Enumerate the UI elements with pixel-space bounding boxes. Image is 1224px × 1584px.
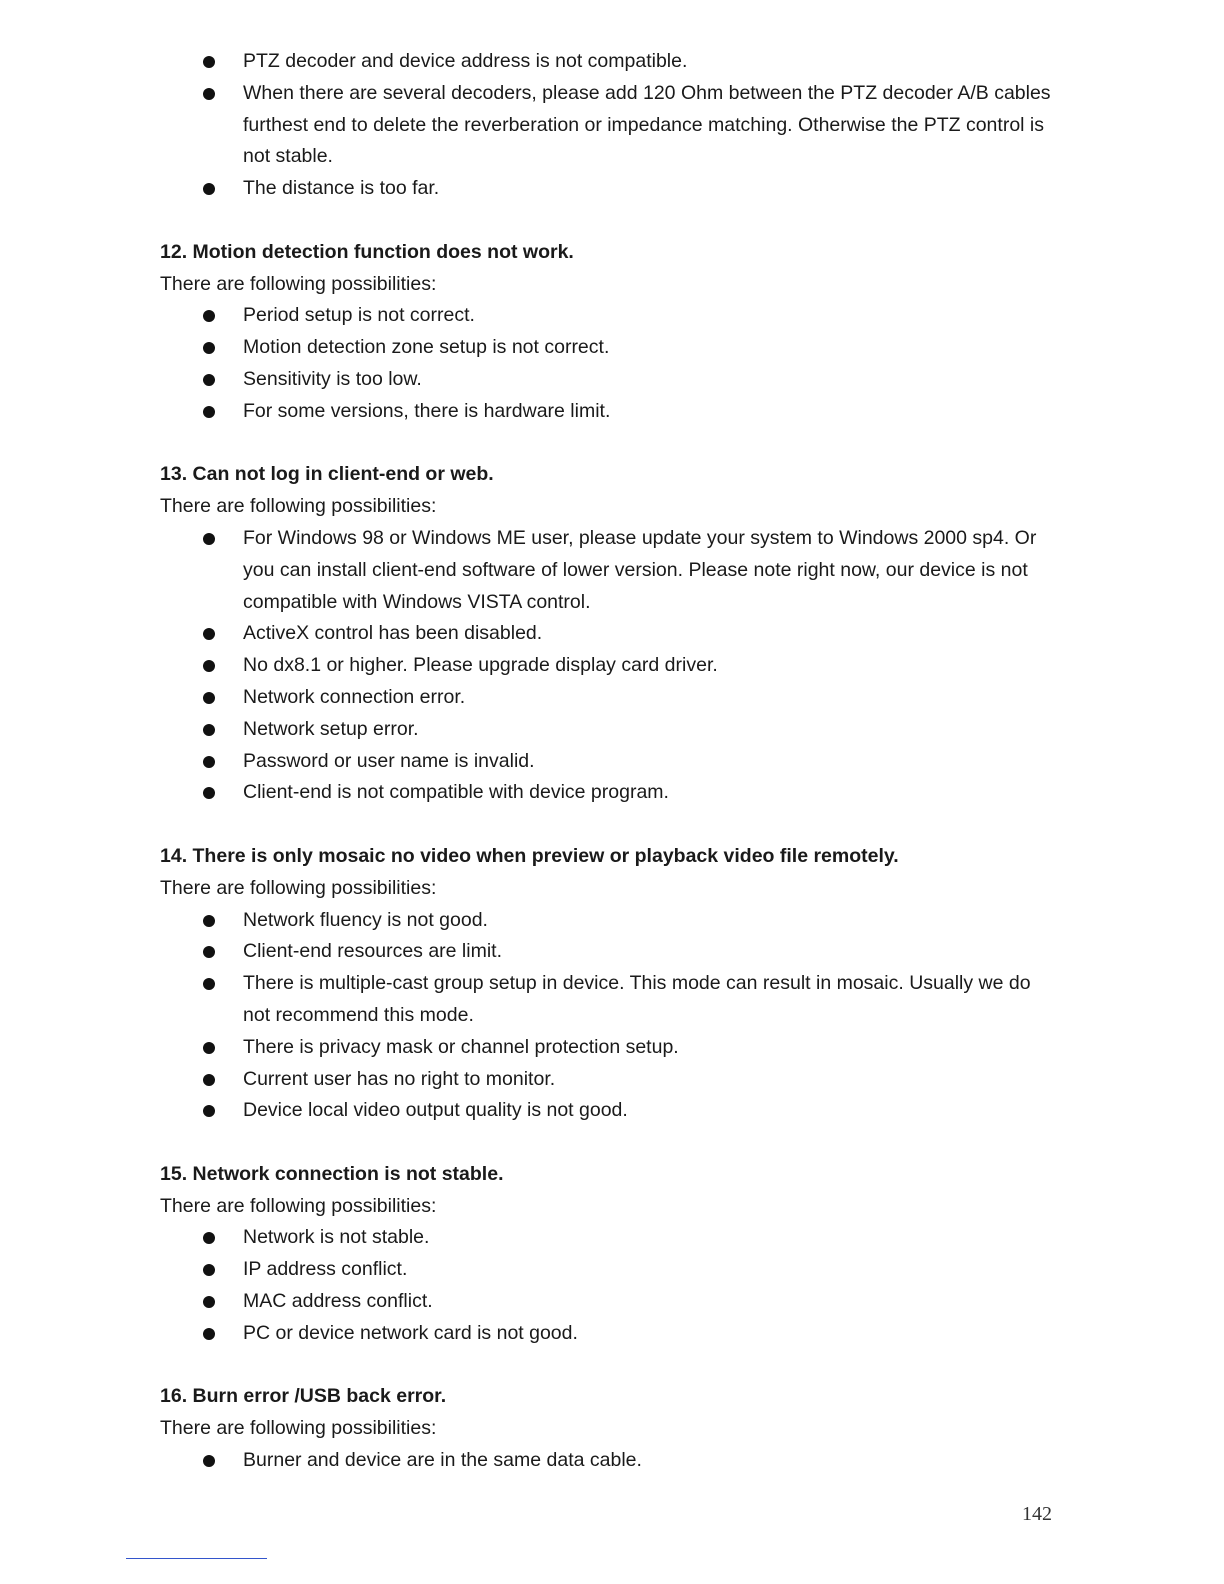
section-intro: There are following possibilities: xyxy=(160,1194,437,1217)
bullet-text: Sensitivity is too low. xyxy=(243,367,422,390)
bullet-text: Current user has no right to monitor. xyxy=(243,1067,556,1090)
bullet-item xyxy=(160,396,1060,428)
bullet-item xyxy=(160,300,1060,332)
bullet-item xyxy=(160,1445,1060,1477)
bullet-text: Period setup is not correct. xyxy=(243,304,475,327)
bullet-item xyxy=(160,1032,1060,1064)
top-bullet-list xyxy=(160,46,1060,205)
bullet-text: For some versions, there is hardware limit. xyxy=(243,399,611,422)
section-bullet-list xyxy=(160,1222,1060,1349)
section-bullet-list xyxy=(160,1445,1060,1477)
bullet-text: For Windows 98 or Windows ME user, please update your system to Windows 2000 sp4. Or you can install client-end software of lower version. Please note right now, our device is not compatible with Windows VISTA control. xyxy=(243,526,1037,613)
bullet-dot-icon xyxy=(203,946,215,958)
bullet-dot-icon xyxy=(203,1105,215,1117)
page-content xyxy=(160,46,1060,1477)
bullet-item xyxy=(160,936,1060,968)
bullet-dot-icon xyxy=(203,1455,215,1467)
bullet-text: IP address conflict. xyxy=(243,1258,408,1281)
section-heading: 12. Motion detection function does not work. xyxy=(160,240,574,263)
section-bullet-list xyxy=(160,523,1060,809)
bullet-item xyxy=(160,777,1060,809)
bullet-dot-icon xyxy=(203,756,215,768)
section-heading: 14. There is only mosaic no video when preview or playback video file remotely. xyxy=(160,844,899,867)
bullet-dot-icon xyxy=(203,183,215,195)
section-heading: 13. Can not log in client-end or web. xyxy=(160,463,494,486)
bullet-dot-icon xyxy=(203,692,215,704)
bullet-dot-icon xyxy=(203,342,215,354)
bullet-text: Password or user name is invalid. xyxy=(243,749,535,772)
bullet-text: Client-end is not compatible with device program. xyxy=(243,781,669,804)
bullet-text: When there are several decoders, please add 120 Ohm between the PTZ decoder A/B cables furthest end to delete the reverberation or impedance matching. Otherwise the PTZ control is not stable. xyxy=(243,81,1051,168)
bullet-dot-icon xyxy=(203,1296,215,1308)
bullet-text: Motion detection zone setup is not correct. xyxy=(243,336,610,359)
bullet-dot-icon xyxy=(203,1042,215,1054)
bullet-dot-icon xyxy=(203,56,215,68)
bullet-item xyxy=(160,746,1060,778)
bullet-dot-icon xyxy=(203,1328,215,1340)
bullet-item xyxy=(160,714,1060,746)
bullet-text: ActiveX control has been disabled. xyxy=(243,622,543,645)
bullet-text: Client-end resources are limit. xyxy=(243,940,503,963)
bullet-text: There is privacy mask or channel protection setup. xyxy=(243,1035,679,1058)
bullet-dot-icon xyxy=(203,374,215,386)
bullet-item xyxy=(160,968,1060,1032)
section-bullet-list xyxy=(160,300,1060,427)
bullet-text: Burner and device are in the same data cable. xyxy=(243,1449,642,1472)
bullet-text: Network is not stable. xyxy=(243,1226,430,1249)
bullet-text: Device local video output quality is not good. xyxy=(243,1099,628,1122)
bullet-dot-icon xyxy=(203,978,215,990)
bullet-text: PTZ decoder and device address is not compatible. xyxy=(243,50,688,72)
bullet-item xyxy=(160,1095,1060,1127)
bullet-item xyxy=(160,173,1060,205)
bullet-text: No dx8.1 or higher. Please upgrade display card driver. xyxy=(243,654,718,677)
bullet-item xyxy=(160,1222,1060,1254)
bullet-dot-icon xyxy=(203,88,215,100)
bullet-item xyxy=(160,523,1060,618)
bullet-dot-icon xyxy=(203,406,215,418)
bullet-text: Network fluency is not good. xyxy=(243,908,488,931)
bullet-item xyxy=(160,1318,1060,1350)
bullet-item xyxy=(160,650,1060,682)
bullet-dot-icon xyxy=(203,787,215,799)
bullet-dot-icon xyxy=(203,628,215,640)
bullet-item xyxy=(160,682,1060,714)
footer-rule xyxy=(126,1558,267,1559)
bullet-text: PC or device network card is not good. xyxy=(243,1321,578,1344)
section-16 xyxy=(160,1381,1060,1476)
section-intro: There are following possibilities: xyxy=(160,495,437,518)
bullet-dot-icon xyxy=(203,1264,215,1276)
bullet-item xyxy=(160,1064,1060,1096)
section-12 xyxy=(160,237,1060,428)
section-intro: There are following possibilities: xyxy=(160,876,437,899)
bullet-item xyxy=(160,78,1060,173)
section-intro: There are following possibilities: xyxy=(160,272,437,295)
section-15 xyxy=(160,1159,1060,1350)
bullet-item xyxy=(160,332,1060,364)
bullet-text: There is multiple-cast group setup in device. This mode can result in mosaic. Usually we do not recommend this mode. xyxy=(243,972,1031,1026)
section-13 xyxy=(160,459,1060,809)
bullet-dot-icon xyxy=(203,310,215,322)
bullet-item xyxy=(160,905,1060,937)
bullet-dot-icon xyxy=(203,915,215,927)
section-intro: There are following possibilities: xyxy=(160,1417,437,1440)
section-heading: 15. Network connection is not stable. xyxy=(160,1162,504,1185)
bullet-item xyxy=(160,618,1060,650)
section-bullet-list xyxy=(160,905,1060,1128)
bullet-text: Network setup error. xyxy=(243,717,419,740)
bullet-text: Network connection error. xyxy=(243,685,466,708)
bullet-item xyxy=(160,1286,1060,1318)
bullet-dot-icon xyxy=(203,533,215,545)
bullet-text: MAC address conflict. xyxy=(243,1290,433,1313)
bullet-text: The distance is too far. xyxy=(243,177,440,200)
page-number: 142 xyxy=(1022,1503,1052,1525)
section-heading: 16. Burn error /USB back error. xyxy=(160,1385,447,1408)
bullet-item xyxy=(160,46,1060,78)
bullet-dot-icon xyxy=(203,660,215,672)
bullet-item xyxy=(160,1254,1060,1286)
bullet-dot-icon xyxy=(203,1232,215,1244)
section-14 xyxy=(160,841,1060,1127)
bullet-dot-icon xyxy=(203,1074,215,1086)
bullet-item xyxy=(160,364,1060,396)
bullet-dot-icon xyxy=(203,724,215,736)
